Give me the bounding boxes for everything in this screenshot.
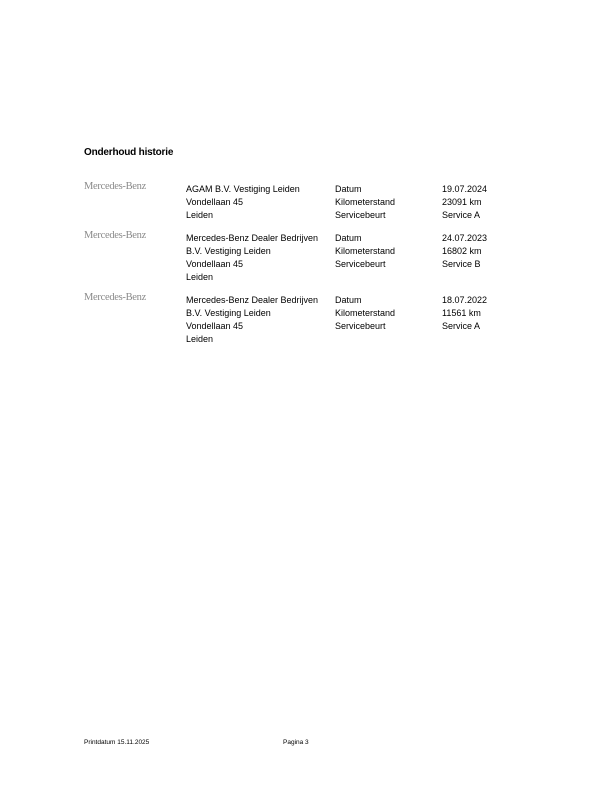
- label-servicebeurt: Servicebeurt: [335, 210, 386, 220]
- value-servicebeurt: Service A: [442, 210, 481, 220]
- field-labels: [335, 294, 395, 333]
- value-kilometerstand: 11561 km: [442, 308, 481, 318]
- print-date: Printdatum 15.11.2025: [84, 739, 150, 746]
- dealer-line: Leiden: [186, 334, 214, 344]
- label-datum: Datum: [335, 295, 362, 305]
- field-values: [442, 232, 487, 271]
- dealer-line: Mercedes-Benz Dealer Bedrijven: [186, 233, 319, 243]
- value-kilometerstand: 16802 km: [442, 246, 482, 256]
- dealer-line: B.V. Vestiging Leiden: [186, 308, 271, 318]
- mercedes-benz-logo: Mercedes-Benz: [84, 292, 146, 303]
- dealer-address: [186, 232, 318, 284]
- value-datum: 19.07.2024: [442, 184, 488, 194]
- label-kilometerstand: Kilometerstand: [335, 246, 396, 256]
- value-datum: 24.07.2023: [442, 233, 488, 243]
- value-kilometerstand: 23091 km: [442, 197, 482, 207]
- label-servicebeurt: Servicebeurt: [335, 259, 386, 269]
- section-title: Onderhoud historie: [84, 147, 174, 158]
- dealer-line: Vondellaan 45: [186, 197, 244, 207]
- dealer-address: [186, 183, 300, 222]
- dealer-line: Mercedes-Benz Dealer Bedrijven: [186, 295, 319, 305]
- dealer-line: Leiden: [186, 210, 214, 220]
- field-values: [442, 294, 487, 333]
- dealer-line: Vondellaan 45: [186, 259, 244, 269]
- dealer-line: Vondellaan 45: [186, 321, 244, 331]
- label-datum: Datum: [335, 184, 362, 194]
- value-servicebeurt: Service B: [442, 259, 481, 269]
- mercedes-benz-logo: Mercedes-Benz: [84, 230, 146, 241]
- value-datum: 18.07.2022: [442, 295, 488, 305]
- label-kilometerstand: Kilometerstand: [335, 308, 396, 318]
- label-datum: Datum: [335, 233, 362, 243]
- field-values: [442, 183, 487, 222]
- value-servicebeurt: Service A: [442, 321, 481, 331]
- dealer-line: AGAM B.V. Vestiging Leiden: [186, 184, 300, 194]
- dealer-line: B.V. Vestiging Leiden: [186, 246, 271, 256]
- dealer-address: [186, 294, 318, 346]
- field-labels: [335, 183, 395, 222]
- dealer-line: Leiden: [186, 272, 214, 282]
- mercedes-benz-logo: Mercedes-Benz: [84, 181, 146, 192]
- label-kilometerstand: Kilometerstand: [335, 197, 396, 207]
- field-labels: [335, 232, 395, 271]
- label-servicebeurt: Servicebeurt: [335, 321, 386, 331]
- page-number: Pagina 3: [283, 739, 309, 746]
